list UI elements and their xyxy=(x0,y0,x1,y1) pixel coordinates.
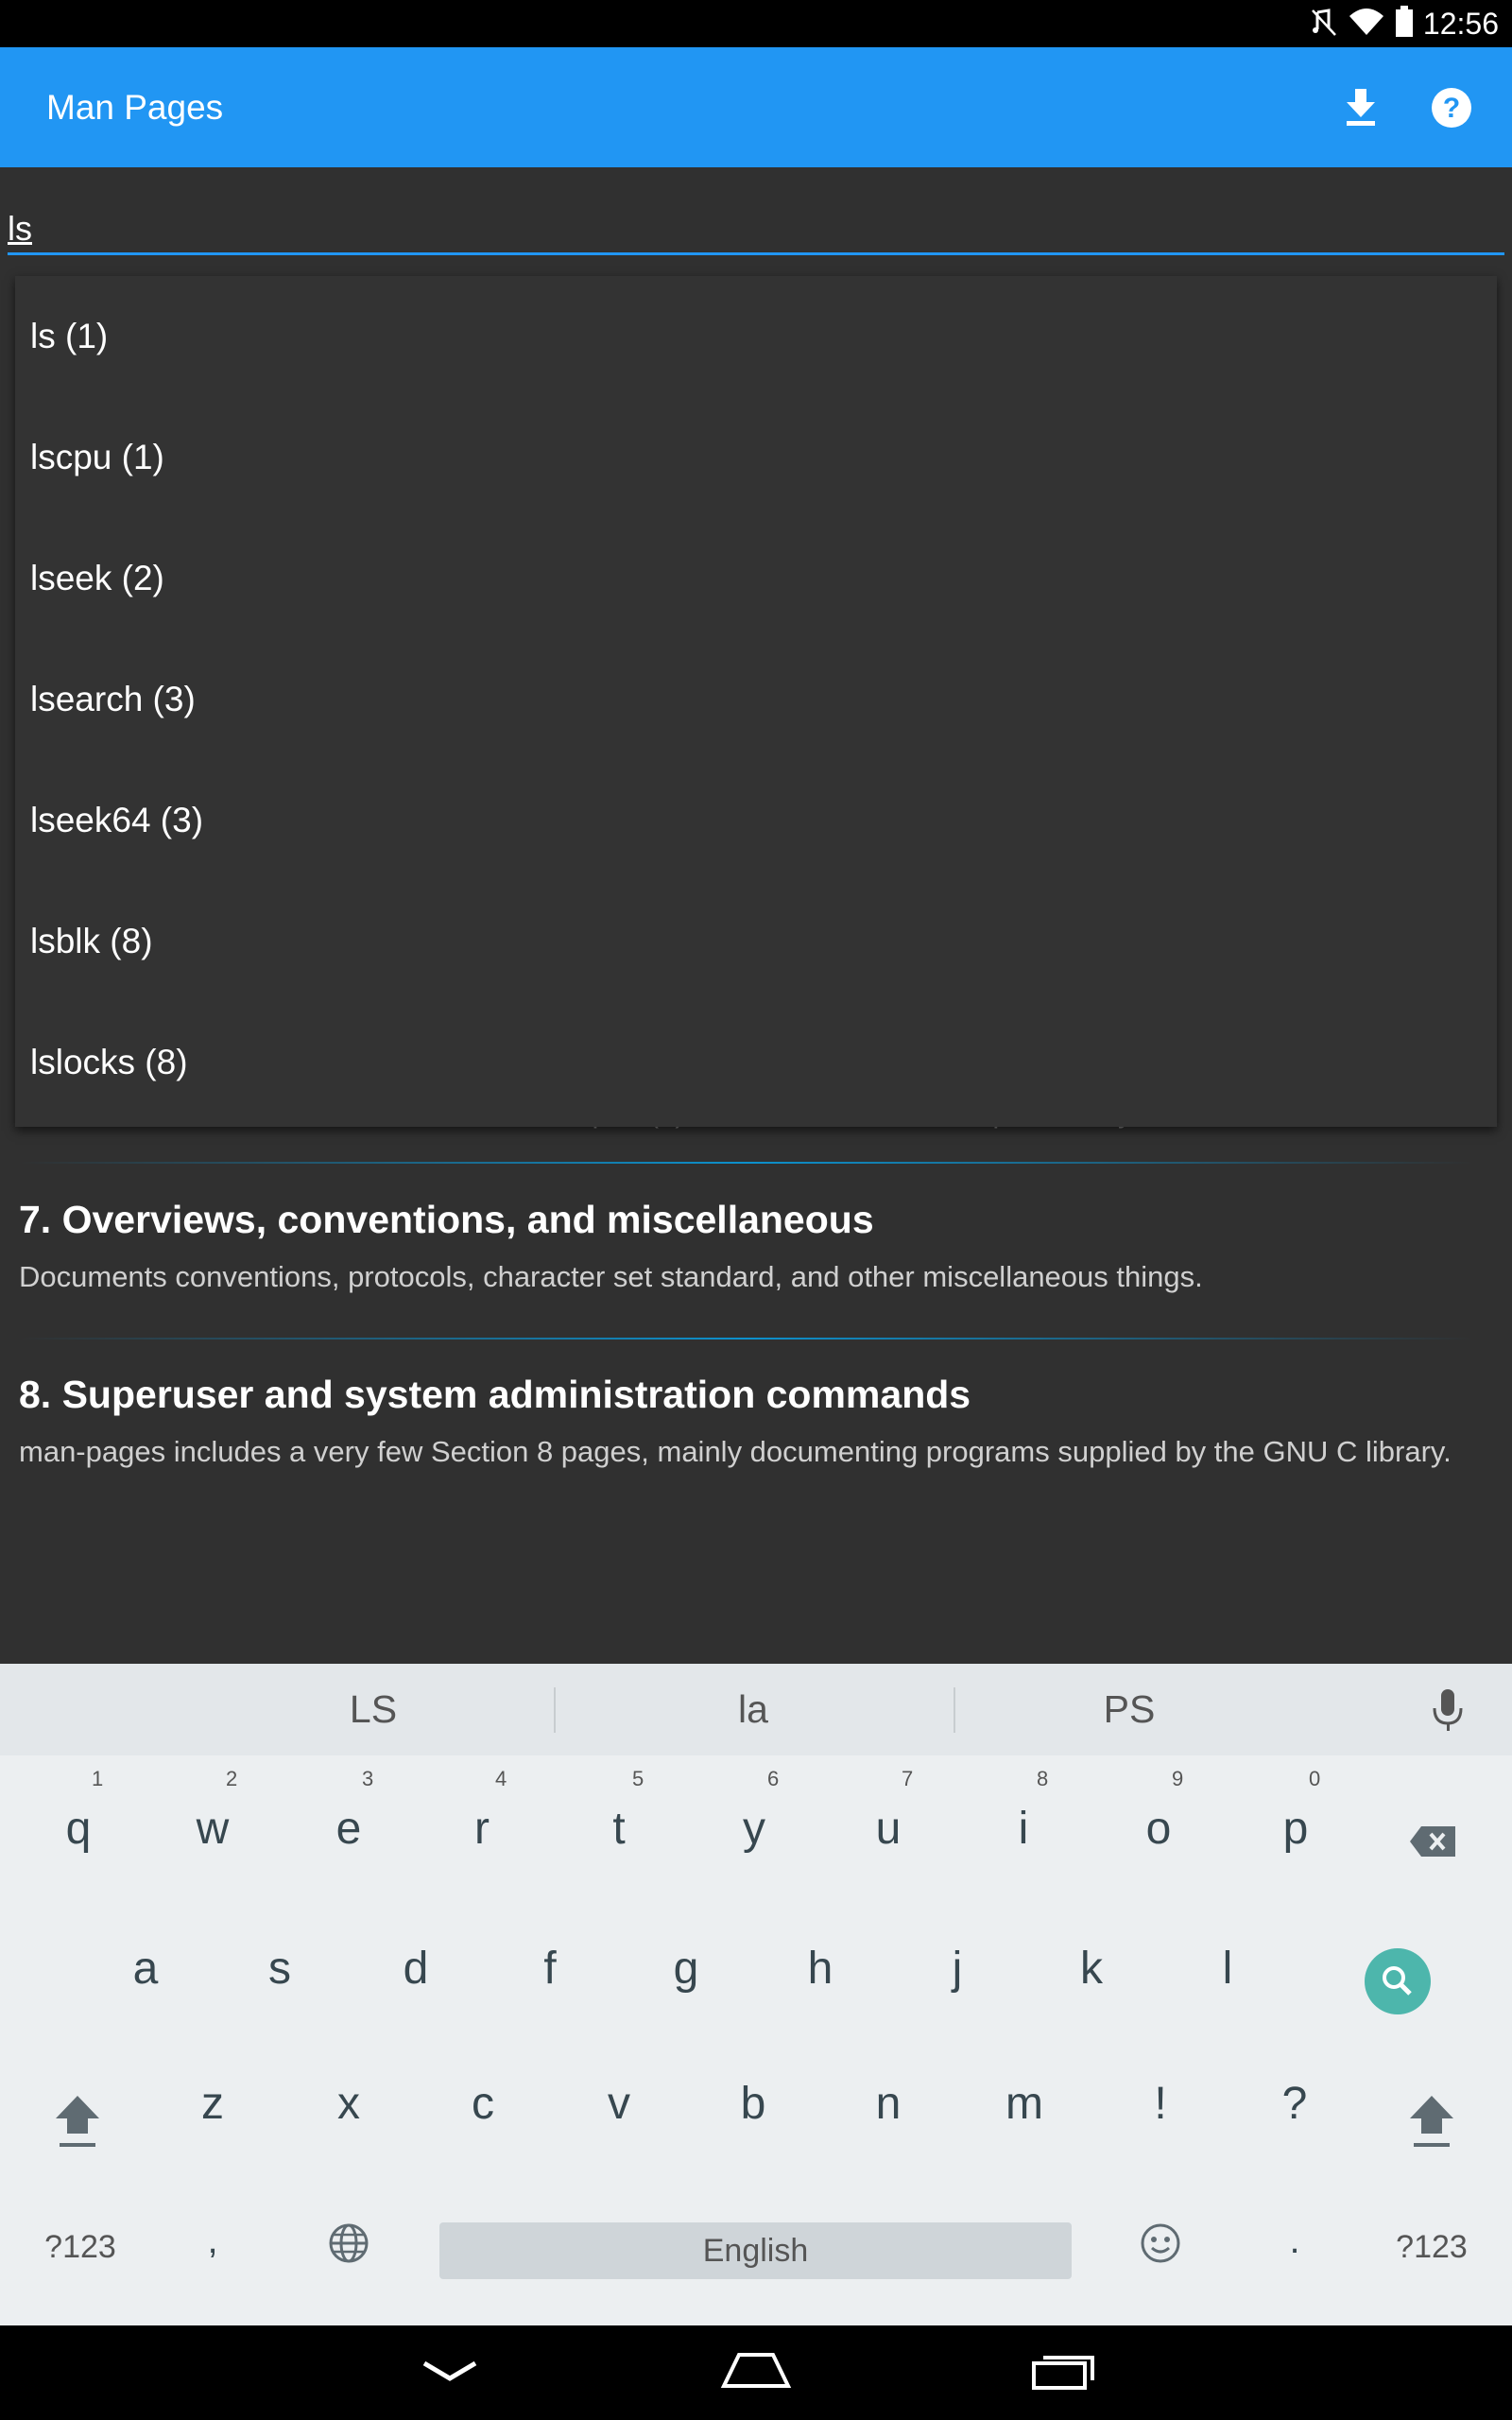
language-key[interactable] xyxy=(327,2221,370,2270)
help-icon xyxy=(1431,87,1472,129)
key-question[interactable]: ? xyxy=(1281,2079,1308,2129)
key-q[interactable]: 1 q xyxy=(65,1767,104,1854)
key-w[interactable]: 2 w xyxy=(196,1767,238,1854)
section-item[interactable] xyxy=(19,1373,1474,1470)
svg-text:?: ? xyxy=(1442,93,1461,124)
key-exclamation[interactable]: ! xyxy=(1154,2079,1167,2129)
download-button[interactable] xyxy=(1334,81,1387,134)
wifi-icon xyxy=(1348,7,1385,42)
main-content xyxy=(0,167,1512,1664)
section-divider xyxy=(19,1162,1474,1164)
key-y[interactable]: 6 y xyxy=(743,1767,780,1854)
key-i[interactable]: 8 i xyxy=(1018,1767,1049,1854)
suggestion-separator xyxy=(554,1687,556,1733)
key-l[interactable]: l xyxy=(1222,1944,1233,1994)
suggestion-item[interactable]: lseek64 (3) xyxy=(30,801,204,839)
key-o[interactable]: 9 o xyxy=(1145,1767,1184,1854)
search-key[interactable] xyxy=(1365,1948,1431,2019)
keyboard-suggestion[interactable]: la xyxy=(738,1687,768,1731)
globe-icon xyxy=(327,2221,370,2265)
suggestion-item[interactable]: lslocks (8) xyxy=(30,1043,188,1081)
symbols-key-right[interactable]: ?123 xyxy=(1396,2229,1468,2265)
suggestion-item[interactable]: lscpu (1) xyxy=(30,438,164,476)
microphone-key[interactable] xyxy=(1427,1687,1470,1737)
key-h[interactable]: h xyxy=(807,1944,833,1994)
key-t[interactable]: 5 t xyxy=(612,1767,644,1854)
section-title: 7. Overviews, conventions, and miscellaneous xyxy=(19,1198,874,1241)
key-c[interactable]: c xyxy=(472,2079,494,2129)
section-item[interactable] xyxy=(19,1198,1474,1295)
suggestion-item[interactable]: lsearch (3) xyxy=(30,680,196,718)
battery-icon xyxy=(1395,6,1414,43)
key-b[interactable]: b xyxy=(740,2079,766,2129)
shift-key-left[interactable] xyxy=(54,2094,101,2155)
microphone-icon xyxy=(1427,1687,1470,1733)
symbols-key-left[interactable]: ?123 xyxy=(44,2229,116,2265)
status-icons xyxy=(1310,0,1499,47)
recents-icon xyxy=(1030,2350,1096,2392)
key-m[interactable]: m xyxy=(1005,2079,1043,2129)
app-title: Man Pages xyxy=(46,88,224,127)
key-g[interactable]: g xyxy=(673,1944,699,1994)
keyboard-suggestion-bar xyxy=(0,1664,1512,1755)
search-icon xyxy=(1365,1948,1431,2014)
key-e[interactable]: 3 e xyxy=(335,1767,374,1854)
emoji-key[interactable] xyxy=(1139,2221,1182,2270)
keyboard-suggestion[interactable]: LS xyxy=(349,1687,398,1731)
space-key[interactable]: English xyxy=(439,2222,1072,2279)
shift-icon xyxy=(54,2094,101,2151)
shift-key-right[interactable] xyxy=(1408,2094,1455,2155)
autocomplete-dropdown xyxy=(15,276,1497,1127)
key-s[interactable]: s xyxy=(268,1944,291,1994)
key-f[interactable]: f xyxy=(543,1944,557,1994)
search-field-container xyxy=(8,205,1504,254)
comma-key[interactable]: , xyxy=(207,2220,218,2261)
mute-icon xyxy=(1310,7,1338,42)
shift-icon xyxy=(1408,2094,1455,2151)
back-chevron-icon xyxy=(421,2358,479,2386)
suggestion-item[interactable]: lseek (2) xyxy=(30,559,164,597)
backspace-key[interactable] xyxy=(1408,1824,1457,1863)
key-k[interactable]: k xyxy=(1080,1944,1103,1994)
section-description: Documents conventions, protocols, character set standard, and other miscellaneous things. xyxy=(19,1260,1203,1293)
suggestion-item[interactable]: lsblk (8) xyxy=(30,922,153,960)
section-description: man-pages includes a very few Section 8 pages, mainly documenting programs supplied by the GNU C library. xyxy=(19,1435,1452,1468)
home-button[interactable] xyxy=(720,2352,792,2394)
key-x[interactable]: x xyxy=(337,2079,360,2129)
app-bar xyxy=(0,47,1512,167)
back-button[interactable] xyxy=(421,2358,479,2391)
key-r[interactable]: 4 r xyxy=(474,1767,507,1854)
keyboard-suggestion[interactable]: PS xyxy=(1103,1687,1156,1731)
backspace-icon xyxy=(1408,1824,1457,1858)
search-input[interactable] xyxy=(8,205,1504,255)
section-divider xyxy=(19,1338,1474,1340)
key-v[interactable]: v xyxy=(608,2079,630,2129)
status-bar xyxy=(0,0,1512,47)
download-icon xyxy=(1345,89,1377,127)
navigation-bar xyxy=(0,2325,1512,2420)
key-n[interactable]: n xyxy=(875,2079,902,2129)
recents-button[interactable] xyxy=(1030,2350,1096,2396)
help-button[interactable] xyxy=(1425,81,1478,134)
key-p[interactable]: 0 p xyxy=(1282,1767,1321,1854)
section-title: 8. Superuser and system administration commands xyxy=(19,1373,971,1416)
key-z[interactable]: z xyxy=(201,2079,224,2129)
status-time: 12:56 xyxy=(1422,6,1499,41)
suggestion-item[interactable]: ls (1) xyxy=(30,317,109,355)
suggestion-separator xyxy=(954,1687,955,1733)
key-a[interactable]: a xyxy=(132,1944,159,1994)
home-icon xyxy=(720,2352,792,2390)
period-key[interactable]: . xyxy=(1289,2220,1300,2261)
soft-keyboard xyxy=(0,1664,1512,2325)
key-j[interactable]: j xyxy=(952,1944,963,1994)
emoji-icon xyxy=(1139,2221,1182,2265)
key-u[interactable]: 7 u xyxy=(875,1767,914,1854)
key-d[interactable]: d xyxy=(403,1944,429,1994)
